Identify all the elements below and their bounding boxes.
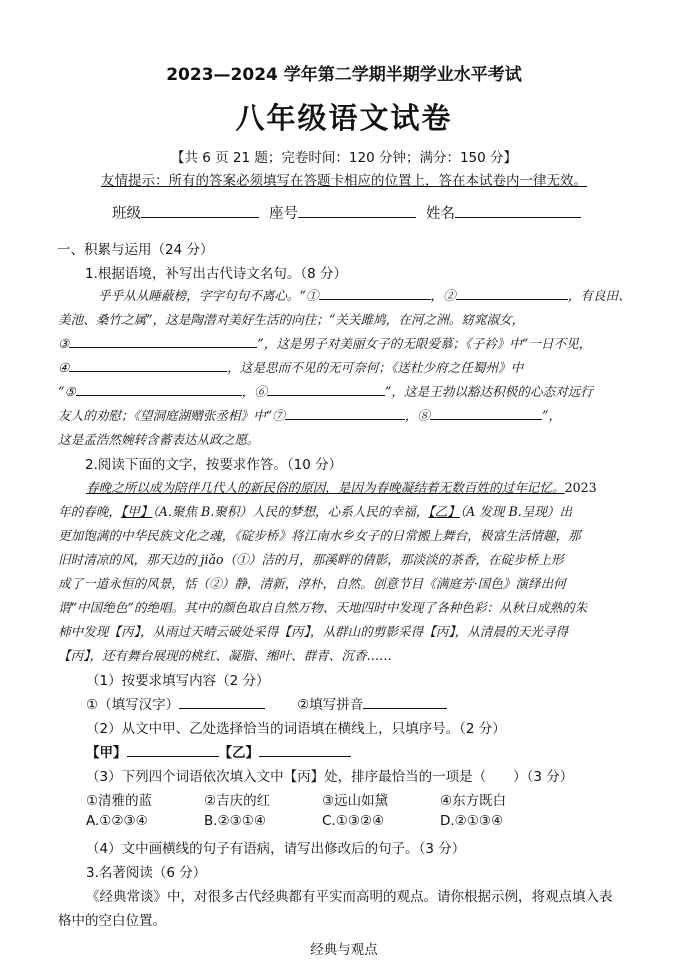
word-option: ②吉庆的红 xyxy=(204,793,271,809)
table-title: 经典与观点 xyxy=(310,942,378,958)
section-heading: 一、积累与运用（24 分） xyxy=(57,242,214,258)
class-field[interactable] xyxy=(141,203,259,218)
blank-8[interactable] xyxy=(430,405,542,420)
q2-sub2-fields: 【甲】 【乙】 xyxy=(86,741,351,761)
q2-para-1: 春晚之所以成为陪伴几代人的新民俗的原因，是因为春晚凝结着无数百姓的过年记忆。2023 xyxy=(86,480,597,495)
choice-a[interactable]: A.①②③④ xyxy=(86,813,148,829)
blank-2[interactable] xyxy=(456,285,568,300)
q1-line1: 乎乎从从睡蔽榜，字字句句不离心。“① ，② ，有良田、 xyxy=(98,285,631,304)
q2-para-6: 谓“中国绝色”的绝唱。其中的颜色取自自然万物、天地四时中发现了各种色彩：从秋日成熟的朱 xyxy=(58,600,588,615)
q1-line6: 友人的劝慰；《望洞庭湖赠张丞相》中“⑦ ，⑧ ”， xyxy=(58,405,561,424)
q1-prompt: 1.根据语境，补写出古代诗文名句。（8 分） xyxy=(85,266,348,282)
seat-field[interactable] xyxy=(298,203,416,218)
q3-body-1: 《经典常谈》中，对很多古代经典都有平实而高明的观点。请你根据示例，将观点填入表 xyxy=(86,889,613,905)
q2-sub1: （1）按要求填写内容（2 分） xyxy=(86,673,270,689)
blank-3[interactable] xyxy=(69,333,257,348)
yi-field[interactable] xyxy=(259,742,351,757)
choice-c[interactable]: C.①③②④ xyxy=(322,813,385,829)
seat-label: 座号 xyxy=(269,206,298,222)
blank-5[interactable] xyxy=(76,381,242,396)
q1-line2: 美池、桑竹之属”，这是陶潜对美好生活的向往；“关关雎鸠，在河之洲。窈窕淑女， xyxy=(58,312,525,327)
class-label: 班级 xyxy=(112,206,141,222)
q2-sub4: （4）文中画横线的句子有语病，请写出修改后的句子。（3 分） xyxy=(86,841,466,857)
blank-1[interactable] xyxy=(319,285,431,300)
exam-meta: 【共 6 页 21 题；完卷时间：120 分钟；满分：150 分】 xyxy=(170,150,518,166)
name-label: 姓名 xyxy=(426,206,455,222)
mark-jia: 【甲】 xyxy=(120,504,153,519)
q2-prompt: 2.阅读下面的文字，按要求作答。（10 分） xyxy=(85,457,343,473)
q1-line4: ④ ，这是思而不见的无可奈何；《送杜少府之任蜀州》中 xyxy=(58,357,523,376)
q1-line3: ③ ”，这是男子对美丽女子的无限爱慕；《子衿》中“一日不见， xyxy=(58,333,591,352)
error-sentence: 春晚之所以成为陪伴几代人的新民俗的原因，是因为春晚凝结着无数百姓的过年记忆。 xyxy=(86,480,565,495)
hanzi-field[interactable] xyxy=(179,694,265,709)
blank-7[interactable] xyxy=(285,405,405,420)
name-field[interactable] xyxy=(455,203,581,218)
q1-line7: 这是孟浩然婉转含蓄表达从政之愿。 xyxy=(58,432,260,447)
blank-6[interactable] xyxy=(267,381,385,396)
q2-para-2: 年的春晚，【甲】（A.聚焦 B.聚积）人民的梦想，心系人民的幸福，【乙】（A 发现 B.呈现）出 xyxy=(58,504,573,519)
blank-4[interactable] xyxy=(69,357,227,372)
q2-para-5: 成了一道永恒的风景，恬（②）静，清新，淳朴，自然。创意节目《满庭芳·国色》演绎出何 xyxy=(58,576,566,591)
exam-term: 2023—2024 学年第二学期半期学业水平考试 xyxy=(166,65,522,85)
q2-para-8: 【丙】，还有舞台展现的桃红、凝脂、缃叶、群青、沉香…… xyxy=(58,648,392,663)
q2-para-4: 旧时清凉的风，那天边的 jiǎo（①）洁的月，那溪畔的倩影，那淡淡的茶香，在碇步桥上形 xyxy=(58,552,564,567)
word-list xyxy=(86,789,550,809)
choice-d[interactable]: D.②①③④ xyxy=(440,813,504,829)
q2-para-7: 柿中发现【丙】，从雨过天晴云破处采得【丙】，从群山的剪影采得【丙】，从清晨的天光寻得 xyxy=(58,624,569,639)
exam-notice: 友情提示：所有的答案必须填写在答题卡相应的位置上，答在本试卷内一律无效。 xyxy=(101,173,587,189)
pinyin-field[interactable] xyxy=(363,694,447,709)
word-option: ①清雅的蓝 xyxy=(86,793,153,809)
q2-sub2: （2）从文中甲、乙处选择恰当的词语填在横线上，只填序号。（2 分） xyxy=(86,721,506,737)
q3-body-2: 格中的空白位置。 xyxy=(58,913,166,929)
page-title: 八年级语文试卷 xyxy=(235,101,453,135)
q3-prompt: 3.名著阅读（6 分） xyxy=(86,865,207,881)
mark-yi: 【乙】 xyxy=(428,504,460,519)
student-info xyxy=(112,202,581,223)
q2-sub3: （3）下列四个词语依次填入文中【丙】处，排序最恰当的一项是（ ）（3 分） xyxy=(86,769,574,785)
choice-b[interactable]: B.②③①④ xyxy=(204,813,266,829)
q2-sub1-fields: ①（填写汉字） ②填写拼音 xyxy=(86,693,447,713)
q1-line5: “⑤ ，⑥ ”，这是王勃以豁达积极的心态对远行 xyxy=(58,381,593,400)
word-option: ③远山如黛 xyxy=(322,793,389,809)
word-option: ④东方既白 xyxy=(440,793,507,809)
jia-field[interactable] xyxy=(127,742,219,757)
choice-list xyxy=(86,813,550,829)
q2-para-3: 更加饱满的中华民族文化之魂，《碇步桥》将江南水乡女子的日常搬上舞台，极富生活情趣，那 xyxy=(58,528,581,543)
